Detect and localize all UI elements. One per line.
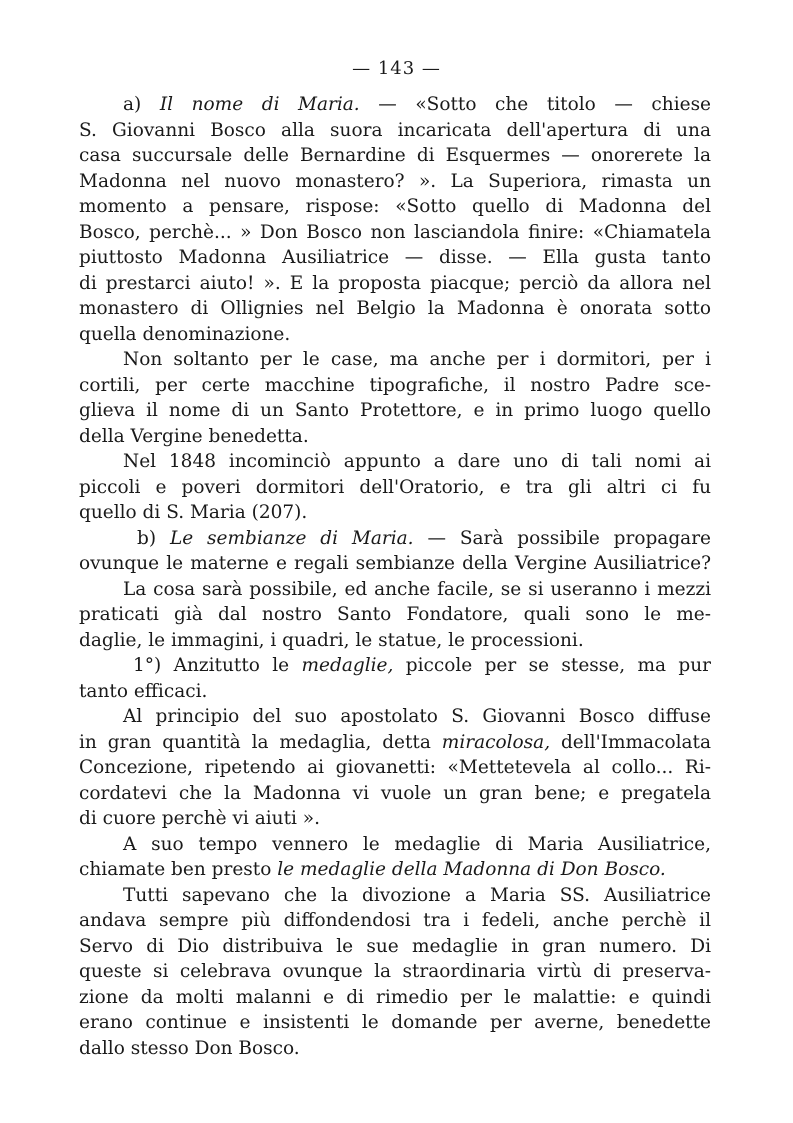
- text-line: b) Le sembianze di Maria. — Sarà possibile propagare: [137, 527, 711, 549]
- text-line: Bosco, perchè... » Don Bosco non lasciandola finire: «Chiamatela: [79, 221, 711, 243]
- text-line: di prestarci aiuto! ». E la proposta piacque; perciò da allora nel: [79, 272, 711, 294]
- text-line: Servo di Dio distribuiva le sue medaglie in gran numero. Di: [79, 935, 711, 957]
- text-line: tanto efficaci.: [79, 680, 208, 702]
- text-line: Nel 1848 incominciò appunto a dare uno di tali nomi ai: [123, 451, 711, 472]
- text-line: 1°) Anzitutto le medaglie, piccole per se stesse, ma pur: [133, 655, 711, 676]
- text-line: daglie, le immagini, i quadri, le statue, le processioni.: [79, 629, 584, 651]
- text-line: quello di S. Maria (207).: [79, 502, 308, 523]
- text-line: La cosa sarà possibile, ed anche facile, se si useranno i mezzi: [123, 578, 711, 600]
- text-line: andava sempre più diffondendosi tra i fedeli, anche perchè il: [79, 910, 711, 931]
- text-line: zione da molti malanni e di rimedio per le malattie: e quindi: [79, 986, 711, 1008]
- text-line: casa succursale delle Bernardine di Esquermes — onorerete la: [79, 145, 711, 166]
- text-line: S. Giovanni Bosco alla suora incaricata dell'apertura di una: [79, 119, 711, 141]
- text-line: di cuore perchè vi aiuti ».: [79, 808, 321, 829]
- text-line: in gran quantità la medaglia, detta miracolosa, dell'Immacolata: [79, 731, 711, 753]
- text-line: monastero di Ollignies nel Belgio la Madonna è onorata sotto: [79, 298, 711, 319]
- text-line: a) Il nome di Maria. — «Sotto che titolo — chiese: [123, 94, 712, 115]
- text-line: Madonna nel nuovo monastero? ». La Superiora, rimasta un: [79, 170, 711, 192]
- text-line: Tutti sapevano che la divozione a Maria SS. Ausiliatrice: [123, 884, 711, 906]
- text-line: momento a pensare, rispose: «Sotto quello di Madonna del: [79, 196, 711, 217]
- text-line: ovunque le materne e regali sembianze della Vergine Ausiliatrice?: [79, 553, 711, 574]
- text-line: praticati già dal nostro Santo Fondatore, quali sono le me-: [79, 604, 711, 625]
- text-line: Non soltanto per le case, ma anche per i dormitori, per i: [123, 349, 711, 370]
- text-line: A suo tempo vennero le medaglie di Maria Ausiliatrice,: [123, 833, 711, 855]
- text-line: quella denominazione.: [79, 323, 291, 345]
- text-line: dallo stesso Don Bosco.: [79, 1037, 300, 1059]
- text-line: Al principio del suo apostolato S. Giovanni Bosco diffuse: [123, 706, 711, 727]
- text-line: piuttosto Madonna Ausiliatrice — disse. — Ella gusta tanto: [79, 247, 711, 268]
- text-line: erano continue e insistenti le domande per averne, benedette: [79, 1012, 711, 1033]
- text-line: chiamate ben presto le medaglie della Madonna di Don Bosco.: [79, 859, 666, 880]
- text-line: cortili, per certe macchine tipografiche, il nostro Padre sce-: [79, 374, 711, 396]
- text-line: cordatevi che la Madonna vi vuole un gran bene; e pregatela: [79, 782, 711, 804]
- text-line: piccoli e poveri dormitori dell'Oratorio, e tra gli altri ci fu: [79, 476, 711, 498]
- body-text: [79, 92, 711, 1061]
- text-line: glieva il nome di un Santo Protettore, e in primo luogo quello: [79, 400, 711, 421]
- text-line: Concezione, ripetendo ai giovanetti: «Mettetevela al collo... Ri-: [79, 757, 711, 778]
- text-line: queste si celebrava ovunque la straordinaria virtù di preserva-: [79, 961, 711, 982]
- page-number: — 143 —: [352, 58, 441, 79]
- text-line: della Vergine benedetta.: [79, 425, 309, 447]
